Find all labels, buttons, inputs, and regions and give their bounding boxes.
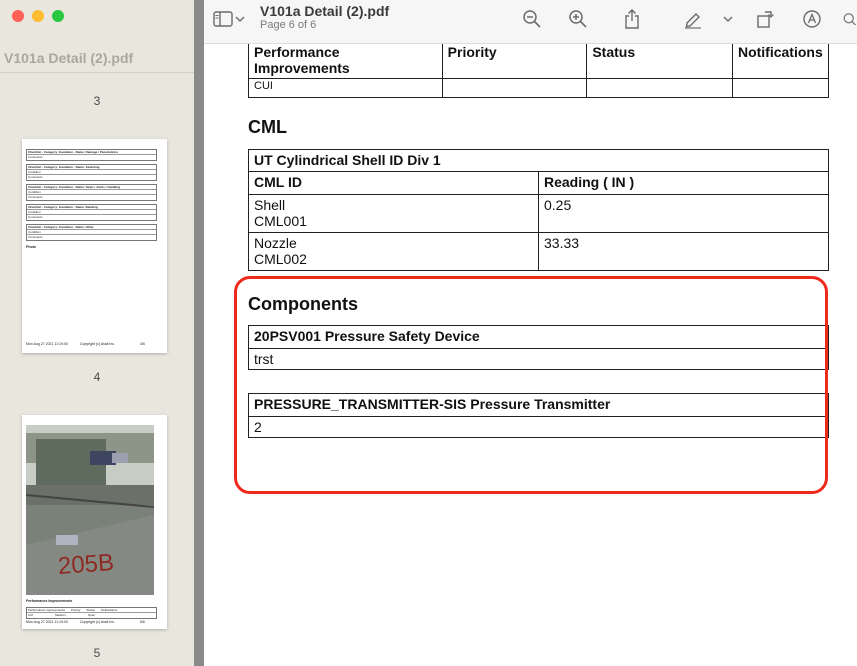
- table-header-cell: Priority: [442, 44, 587, 79]
- thumb-table-header: Checklist - Category: Insulation - Name: Seals / Joints / Caulking: [27, 185, 156, 190]
- thumbnail-sidebar[interactable]: [0, 0, 194, 666]
- pdf-page-6[interactable]: [204, 44, 857, 666]
- chevron-down-icon[interactable]: [722, 8, 734, 30]
- cml-reading: 33.33: [539, 233, 829, 271]
- chevron-down-icon[interactable]: [234, 8, 246, 30]
- component-value: 2: [249, 417, 829, 438]
- thumb-section-title: Performance Improvements: [26, 599, 73, 603]
- toolbar: [204, 0, 857, 44]
- table-header-cell: Performance Improvements: [249, 44, 443, 79]
- thumb-table: [26, 164, 157, 181]
- thumb-table-header: Checklist - Category: Insulation - Name: Banding: [27, 205, 156, 210]
- photo-marking: 205B: [57, 549, 115, 580]
- thumb-table-row: Comments: [28, 235, 43, 239]
- thumb-footer-right: 4/6: [140, 342, 145, 346]
- thumb-table: [26, 184, 157, 201]
- table-cell: [249, 195, 539, 233]
- table-header-cell: Status: [587, 44, 733, 79]
- thumb-photo-label: Photo: [26, 245, 36, 249]
- cml-reading: 0.25: [539, 195, 829, 233]
- annotate-icon[interactable]: [801, 8, 823, 30]
- thumb-table-row: Condition: [27, 210, 156, 215]
- zoom-window-button[interactable]: [52, 10, 64, 22]
- component-title: 20PSV001 Pressure Safety Device: [249, 326, 829, 349]
- cml-name: Nozzle: [254, 235, 297, 251]
- page-number-5: 5: [93, 646, 101, 660]
- thumb-cell: Performance Improvements: [28, 608, 66, 612]
- thumb-table-row: Condition: [27, 230, 156, 235]
- table-header-cell: Reading ( IN ): [539, 172, 829, 195]
- share-icon[interactable]: [621, 8, 643, 30]
- component-table: [248, 393, 829, 438]
- thumb-footer-left: Mon Aug 27 2021 11:19:00: [26, 342, 68, 346]
- page-indicator: Page 6 of 6: [260, 19, 317, 31]
- table-row: [249, 349, 829, 370]
- close-window-button[interactable]: [12, 10, 24, 22]
- page-number-4: 4: [93, 370, 101, 384]
- table-cell: [442, 79, 587, 98]
- cml-id: CML002: [254, 251, 307, 267]
- thumb-footer-mid: Copyright (c) Assit Inc.: [80, 342, 116, 346]
- table-header-row: [249, 394, 829, 417]
- table-title-cell: UT Cylindrical Shell ID Div 1: [249, 150, 829, 172]
- thumb-table-row: Condition: [27, 170, 156, 175]
- table-cell: [249, 233, 539, 271]
- cml-table: [248, 149, 829, 271]
- table-row: [249, 79, 829, 98]
- table-header-row: [249, 326, 829, 349]
- table-cell: [587, 79, 733, 98]
- sidebar-resize-handle[interactable]: [194, 0, 204, 666]
- rotate-icon[interactable]: [754, 8, 776, 30]
- table-cell: [732, 79, 828, 98]
- thumb-table-row: Comments: [28, 215, 43, 219]
- thumb-cell: Status: [86, 608, 95, 612]
- cml-id: CML001: [254, 213, 307, 229]
- zoom-out-icon[interactable]: [521, 8, 543, 30]
- sidebar-divider: [0, 72, 194, 73]
- thumb-table-row: [27, 613, 156, 618]
- table-header-cell: CML ID: [249, 172, 539, 195]
- components-heading: Components: [248, 294, 358, 314]
- markup-pen-icon[interactable]: [682, 8, 704, 30]
- cml-heading: CML: [248, 117, 287, 137]
- performance-improvements-table: [248, 44, 829, 98]
- thumb-footer-left: Mon Aug 27 2021 11:19:00: [26, 620, 68, 624]
- minimize-window-button[interactable]: [32, 10, 44, 22]
- thumb-footer-right: 5/6: [140, 620, 145, 624]
- thumb-cell: Notifications: [100, 608, 118, 612]
- search-icon[interactable]: [842, 8, 857, 30]
- component-value: trst: [249, 349, 829, 370]
- window-controls: [12, 10, 64, 22]
- table-header-cell: Notifications: [732, 44, 828, 79]
- thumb-cell: Open: [87, 613, 96, 617]
- cml-name: Shell: [254, 197, 286, 213]
- sidebar-icon[interactable]: [212, 8, 234, 30]
- thumb-table: [26, 149, 157, 161]
- component-table: [248, 325, 829, 370]
- page-number-3: 3: [93, 94, 101, 108]
- table-cell: CUI: [249, 79, 443, 98]
- thumb-table-row: Condition: [27, 190, 156, 195]
- component-title: PRESSURE_TRANSMITTER-SIS Pressure Transmitter: [249, 394, 829, 417]
- table-header-row: [249, 44, 829, 79]
- table-title-row: [249, 150, 829, 172]
- thumb-cell: CUI: [28, 613, 34, 617]
- table-row: [249, 195, 829, 233]
- thumb-cell: Priority: [71, 608, 81, 612]
- zoom-in-icon[interactable]: [567, 8, 589, 30]
- page-thumbnail-4[interactable]: [22, 139, 167, 353]
- thumb-cell: Medium: [55, 613, 66, 617]
- sidebar-document-title: V101a Detail (2).pdf: [4, 50, 134, 66]
- thumb-table-header: Checklist - Category: Insulation - Name: Other: [27, 225, 156, 230]
- document-title: V101a Detail (2).pdf: [260, 3, 390, 19]
- thumb-table-row: Comments: [28, 155, 43, 159]
- thumb-table-header: Checklist - Category: Insulation - Name: Jacketing: [27, 165, 156, 170]
- thumb-footer-mid: Copyright (c) Assit Inc.: [80, 620, 116, 624]
- thumb-table: [26, 224, 157, 241]
- thumb-table: [26, 204, 157, 221]
- thumb-perf-table: [26, 607, 157, 619]
- thumb-table-header: Checklist - Category: Insulation - Name: Damage / Penetrations: [27, 150, 156, 155]
- page-thumbnail-5[interactable]: [22, 415, 167, 629]
- thumb-table-row: Comments: [28, 195, 43, 199]
- table-row: [249, 233, 829, 271]
- table-row: [249, 417, 829, 438]
- table-header-row: [249, 172, 829, 195]
- thumb-table-row: Comments: [28, 175, 43, 179]
